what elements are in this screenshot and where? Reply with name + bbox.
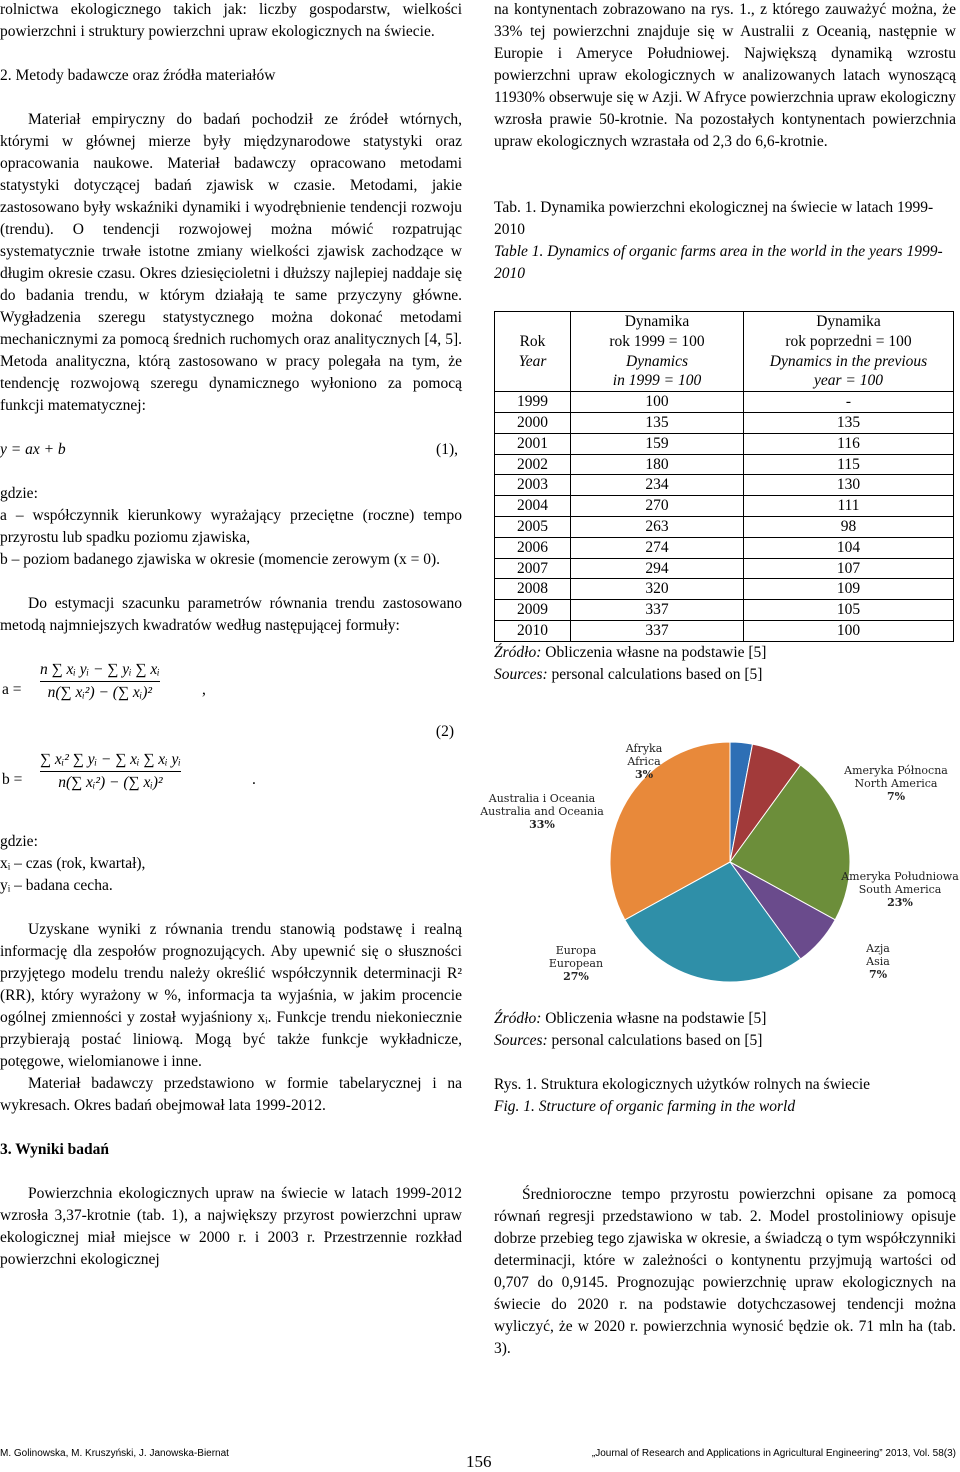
cell-dynamics-previous: 116 — [744, 433, 954, 454]
cell-dynamics-previous: 104 — [744, 537, 954, 558]
section-3-heading: 3. Wyniki badań — [0, 1141, 109, 1158]
results-paragraph-2: Materiał badawczy przedstawiono w formie tabelarycznej i na wykresach. Okres badań obejmował lata 1999-2012. — [0, 1075, 462, 1114]
header-text: Dynamika — [816, 313, 881, 330]
cell-dynamics-1999: 337 — [571, 620, 744, 641]
pie-label-text: Australia i Oceania — [488, 791, 596, 805]
table-row — [495, 579, 954, 600]
pie-label — [843, 764, 948, 803]
formula-1-text: y = ax + b — [0, 441, 66, 458]
cell-year: 2002 — [495, 454, 571, 475]
pie-label — [865, 942, 890, 981]
formula-2-a-numerator: n ∑ xᵢ yᵢ − ∑ yᵢ ∑ xᵢ — [40, 661, 160, 678]
table-row — [495, 600, 954, 621]
definition-x: xᵢ – czas (rok, kwartał), — [0, 855, 146, 872]
formula-2 — [0, 661, 462, 831]
formula-2-a-fraction — [40, 661, 160, 702]
cell-dynamics-1999: 180 — [571, 454, 744, 475]
header-text: rok poprzedni = 100 — [785, 332, 912, 350]
cell-year: 2010 — [495, 620, 571, 641]
continuation-paragraph: na kontynentach zobrazowano na rys. 1., z którego zauważyć można, że 33% tej powierzchni znajduje się w Australii z Oceanią, następnie w Europie i Ameryce Południowej. Największą dynamiką wzrostu powierzchni upraw ekologicznych w analizowanych latach wynoszącą 11930% obserwuje się w Azji. W Afryce powierzchnia upraw ekologiczny wzrosła prawie 50-krotnie. Na pozostałych kontynentach powierzchnia upraw ekologicznych wzrastała od 2,3 do 6,6-krotnie. — [494, 1, 956, 150]
header-text: rok 1999 = 100 — [609, 332, 705, 350]
estimation-paragraph: Do estymacji szacunku parametrów równania trendu zastosowano metodą najmniejszych kwadratów według następującej formuły: — [0, 595, 462, 634]
pie-label-text: European — [548, 956, 604, 970]
pie-label-text: Afryka — [625, 741, 663, 755]
cell-dynamics-previous: 107 — [744, 558, 954, 579]
table-row — [495, 412, 954, 433]
results-paragraph-1: Uzyskane wyniki z równania trendu stanowią podstawę i realną informację dla zespołów prognozujących. Aby upewnić się o słuszności przyjętego modelu trendu należy określić współczynnik determinacji R² (RR), który wyrażony w %, informacja ta wyjaśnia, w jakim procencie ogólnej zmienności y został wyjaśniony xᵢ. Funkcje trendu niekoniecznie przybierają postać liniową. Mogą być także funkcje wykładnicze, potęgowe, wielomianowe i inne. — [0, 921, 462, 1070]
cell-year: 1999 — [495, 392, 571, 413]
table-row — [495, 620, 954, 641]
source-text: personal calculations based on [5] — [547, 665, 763, 683]
cell-dynamics-previous: 100 — [744, 620, 954, 641]
cell-dynamics-previous: 130 — [744, 475, 954, 496]
table-body — [495, 392, 954, 642]
cell-dynamics-1999: 100 — [571, 392, 744, 413]
cell-dynamics-previous: - — [744, 392, 954, 413]
table-row — [495, 475, 954, 496]
cell-dynamics-previous: 98 — [744, 516, 954, 537]
intro-paragraph: rolnictwa ekologicznego takich jak: liczby gospodarstw, wielkości powierzchni i struktury powierzchni upraw ekologicznych na świecie. — [0, 1, 462, 40]
pie-label-percent: 23% — [887, 895, 913, 909]
source-label: Źródło: — [494, 643, 542, 661]
section-3-paragraph: Powierzchnia ekologicznych upraw na świecie w latach 1999-2012 wzrosła 3,37-krotnie (tab. 1), a największy przyrost powierzchni upraw ekologicznej miał miejsce w 2000 r. i 2003 r. Przestrzennie rozkład powierzchni ekologicznej — [0, 1185, 462, 1268]
formula-2-a-denominator: n(∑ xᵢ²) − (∑ xᵢ)² — [47, 684, 153, 701]
pie-label-percent: 33% — [529, 817, 555, 831]
gdzie-2: gdzie: — [0, 833, 38, 850]
table-row — [495, 558, 954, 579]
table-source-pl — [494, 642, 956, 664]
cell-year: 2003 — [495, 475, 571, 496]
cell-year: 2007 — [495, 558, 571, 579]
header-text: year = 100 — [813, 372, 883, 390]
section-2-heading: 2. Metody badawcze oraz źródła materiałów — [0, 67, 276, 84]
pie-chart — [480, 738, 959, 988]
cell-year: 2008 — [495, 579, 571, 600]
header-text: Dynamika — [624, 313, 690, 330]
header-dynamics-previous — [744, 312, 954, 392]
pie-label-text: Australia and Oceania — [480, 804, 604, 818]
pie-label-text: Azja — [866, 941, 890, 955]
header-year — [495, 312, 571, 392]
figure-caption-pl: Rys. 1. Struktura ekologicznych użytków rolnych na świecie — [494, 1075, 871, 1093]
source-label: Sources: — [494, 665, 548, 683]
final-paragraph: Średnioroczne tempo przyrostu powierzchni opisane za pomocą równań regresji przedstawiono w tab. 2. Model prostoliniowy opisuje dobrze przebieg tego zjawiska w okresie, a świadczą o tym współczynniki determinacji, które w zależności o kontynentu przyjmują wartości od 0,707 do 0,9145. Prognozując powierzchnię upraw ekologicznych na świecie do 2020 r. na podstawie dotychczasowej tendencji można wyliczyć, że w 2020 r. powierzchnia wynosić będzie ok. 71 mln ha (tab. 3). — [494, 1185, 956, 1357]
formula-2-number: (2) — [435, 723, 454, 740]
source-text: personal calculations based on [5] — [547, 1031, 763, 1049]
figure-caption-en: Fig. 1. Structure of organic farming in the world — [494, 1097, 796, 1115]
pie-label-text: North America — [854, 776, 938, 790]
table-row — [495, 496, 954, 517]
cell-dynamics-previous: 109 — [744, 579, 954, 600]
header-year-en: Year — [518, 352, 547, 370]
formula-2-a-label: a = — [2, 681, 22, 698]
definition-y: yᵢ – badana cecha. — [0, 877, 113, 894]
header-text: Dynamics — [626, 352, 688, 370]
cell-year: 2006 — [495, 537, 571, 558]
cell-dynamics-1999: 270 — [571, 496, 744, 517]
table-row — [495, 392, 954, 413]
pie-label-text: Europa — [555, 943, 597, 957]
figure-source-pl — [494, 1008, 956, 1030]
formula-1 — [0, 439, 462, 461]
cell-year: 2000 — [495, 412, 571, 433]
fraction-bar — [40, 681, 160, 682]
pie-label — [479, 792, 604, 831]
pie-label — [840, 870, 959, 909]
source-text: Obliczenia własne na podstawie [5] — [541, 1009, 767, 1027]
pie-label-text: South America — [858, 882, 942, 896]
table-caption-en: Table 1. Dynamics of organic farms area in the world in the years 1999-2010 — [494, 243, 943, 282]
right-column — [480, 0, 959, 1360]
pie-label — [549, 944, 603, 983]
definition-b: b – poziom badanego zjawiska w okresie (momencie zerowym (x = 0). — [0, 551, 441, 568]
gdzie-1: gdzie: — [0, 485, 38, 502]
cell-year: 2009 — [495, 600, 571, 621]
cell-dynamics-previous: 135 — [744, 412, 954, 433]
cell-dynamics-1999: 159 — [571, 433, 744, 454]
table-row — [495, 516, 954, 537]
formula-2-a-tail: , — [202, 681, 206, 698]
cell-dynamics-1999: 263 — [571, 516, 744, 537]
fraction-bar — [40, 771, 181, 772]
formula-2-b-tail: . — [252, 771, 256, 788]
table-row — [495, 537, 954, 558]
table-row — [495, 454, 954, 475]
pie-label-percent: 27% — [563, 969, 589, 983]
cell-year: 2005 — [495, 516, 571, 537]
table-caption-pl: Tab. 1. Dynamika powierzchni ekologicznej na świecie w latach 1999-2010 — [494, 199, 934, 238]
left-column — [0, 0, 462, 1271]
cell-dynamics-1999: 337 — [571, 600, 744, 621]
cell-dynamics-previous: 105 — [744, 600, 954, 621]
cell-dynamics-1999: 135 — [571, 412, 744, 433]
pie-label-text: Ameryka Północna — [844, 763, 948, 777]
definition-a: a – współczynnik kierunkowy wyrażający przeciętne (roczne) tempo przyrostu lub spadku poziomu zjawiska, — [0, 507, 462, 546]
methods-paragraph: Materiał empiryczny do badań pochodził ze źródeł wtórnych, którymi w głównej mierze były międzynarodowe statystyki oraz opracowania naukowe. Materiał badawczy opracowano metodami statystyki dotyczącej badań zjawisk w czasie. Metodami, jakie zastosowano były wskaźniki dynamiki i wyodrębnienie tendencji rozwoju (trendu). O tendencji rozwojowej można mówić rozpatrując systematycznie trwałe istotne zmiany wielkości zjawisk zachodzące w długim okresie czasu. Okres dziesięcioletni i dłuższy najlepiej naddaje się do badania trendu, w którym działają te same przyczyny główne. Wygładzenia szeregu statystycznego można dokonać metodami mechanicznymi za pomocą średnich ruchomych oraz analitycznych [4, 5]. Metoda analityczna, którą zastosowano w pracy polegała na tym, że tendencję rozwojową szeregu dynamicznego wyłoniono za pomocą funkcji matematycznej: — [0, 111, 462, 414]
pie-chart-svg — [480, 738, 959, 988]
cell-dynamics-1999: 234 — [571, 475, 744, 496]
cell-dynamics-previous: 111 — [744, 496, 954, 517]
pie-label-text: Africa — [627, 754, 661, 768]
header-text: Dynamics in the previous — [769, 352, 928, 370]
formula-2-b-fraction — [40, 751, 181, 792]
page-number: 156 — [466, 1452, 492, 1471]
cell-dynamics-1999: 320 — [571, 579, 744, 600]
source-text: Obliczenia własne na podstawie [5] — [541, 643, 767, 661]
source-label: Sources: — [494, 1031, 548, 1049]
cell-dynamics-1999: 294 — [571, 558, 744, 579]
header-text: in 1999 = 100 — [612, 372, 702, 390]
dynamics-table — [494, 311, 954, 642]
pie-label-text: Asia — [866, 954, 890, 968]
footer-journal: „Journal of Research and Applications in Agricultural Engineering” 2013, Vol. 58(3) — [591, 1448, 956, 1459]
table-source-en — [494, 664, 956, 686]
formula-2-b-numerator: ∑ xᵢ² ∑ yᵢ − ∑ xᵢ ∑ xᵢ yᵢ — [40, 751, 181, 768]
table-row — [495, 433, 954, 454]
header-year-pl: Rok — [519, 332, 546, 350]
pie-label-percent: 7% — [868, 967, 888, 981]
footer-authors: M. Golinowska, M. Kruszyński, J. Janowska-Biernat — [0, 1448, 229, 1459]
source-label: Źródło: — [494, 1009, 542, 1027]
formula-2-b-label: b = — [2, 771, 23, 788]
formula-1-number: (1), — [436, 441, 458, 458]
cell-year: 2004 — [495, 496, 571, 517]
table-header-row — [495, 312, 954, 392]
cell-dynamics-previous: 115 — [744, 454, 954, 475]
header-dynamics-1999 — [571, 312, 744, 392]
pie-label-text: Ameryka Południowa — [841, 869, 959, 883]
cell-dynamics-1999: 274 — [571, 537, 744, 558]
figure-source-en — [494, 1030, 956, 1052]
cell-year: 2001 — [495, 433, 571, 454]
pie-label-percent: 7% — [886, 789, 906, 803]
formula-2-b-denominator: n(∑ xᵢ²) − (∑ xᵢ)² — [58, 774, 163, 791]
pie-label-percent: 3% — [634, 767, 654, 781]
